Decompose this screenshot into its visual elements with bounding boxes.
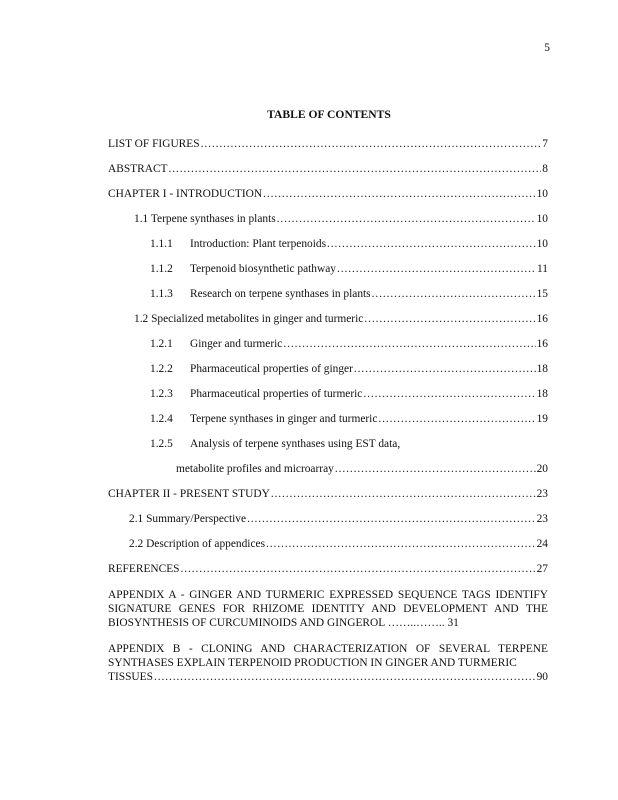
entry-number: 1.2.2 bbox=[150, 363, 173, 375]
dot-leader bbox=[266, 538, 536, 550]
dot-leader bbox=[337, 263, 536, 275]
entry-page: 11 bbox=[537, 263, 548, 275]
entry-number: 1.2.1 bbox=[150, 338, 173, 350]
appendix-b-page: 90 bbox=[536, 671, 548, 684]
toc-entry-section-1-2-4[interactable] bbox=[150, 413, 548, 425]
dot-leader bbox=[169, 163, 542, 175]
entry-text: 1.1 Terpene synthases in plants bbox=[134, 213, 276, 225]
entry-text: Research on terpene synthases in plants bbox=[190, 288, 371, 300]
toc-entry-references[interactable] bbox=[108, 563, 548, 575]
page-number: 5 bbox=[544, 42, 550, 54]
entry-page: 10 bbox=[536, 238, 548, 250]
entry-number: 1.1.3 bbox=[150, 288, 173, 300]
entry-page: 16 bbox=[536, 338, 548, 350]
toc-entry-section-1-2-5-continued[interactable] bbox=[176, 463, 548, 475]
entry-page: 7 bbox=[542, 138, 548, 150]
toc-entry-section-1-1-1[interactable] bbox=[150, 238, 548, 250]
entry-page: 18 bbox=[536, 388, 548, 400]
dot-leader bbox=[335, 463, 536, 475]
entry-number: 1.2.5 bbox=[150, 438, 173, 450]
entry-text: 2.1 Summary/Perspective bbox=[129, 513, 247, 525]
toc-entry-appendix-b[interactable] bbox=[108, 642, 548, 685]
entry-text: Pharmaceutical properties of ginger bbox=[190, 363, 353, 375]
toc-entry-chapter-1[interactable] bbox=[108, 188, 548, 200]
appendix-a-text: APPENDIX A - GINGER AND TURMERIC EXPRESSED SEQUENCE TAGS IDENTIFY SIGNATURE GENES FOR RHIZOME IDENTITY AND DEVELOPMENT AND THE BIOSYNTHESIS OF CURCUMINOIDS AND GINGEROL bbox=[108, 589, 548, 630]
entry-text: REFERENCES bbox=[108, 563, 180, 575]
entry-page: 18 bbox=[536, 363, 548, 375]
toc-entry-section-2-1[interactable] bbox=[129, 513, 548, 525]
dot-leader bbox=[247, 513, 536, 525]
entry-page: 20 bbox=[536, 463, 548, 475]
entry-text: 1.2 Specialized metabolites in ginger and turmeric bbox=[134, 313, 364, 325]
entry-number: 1.1.1 bbox=[150, 238, 173, 250]
dot-leader bbox=[277, 213, 536, 225]
entry-page: 27 bbox=[536, 563, 548, 575]
entry-number: 1.1.2 bbox=[150, 263, 173, 275]
entry-page: 23 bbox=[536, 488, 548, 500]
dot-leader bbox=[378, 413, 535, 425]
toc-entry-section-1-2-3[interactable] bbox=[150, 388, 548, 400]
toc-entry-section-1-1-3[interactable] bbox=[150, 288, 548, 300]
entry-text: CHAPTER II - PRESENT STUDY bbox=[108, 488, 270, 500]
toc-entry-section-2-2[interactable] bbox=[129, 538, 548, 550]
entry-text: Ginger and turmeric bbox=[190, 338, 283, 350]
entry-text: ABSTRACT bbox=[108, 163, 168, 175]
entry-text: 2.2 Description of appendices bbox=[129, 538, 266, 550]
dot-leader bbox=[154, 670, 536, 684]
dot-leader bbox=[363, 388, 535, 400]
entry-page: 23 bbox=[536, 513, 548, 525]
toc-entry-section-1-1[interactable] bbox=[134, 213, 548, 225]
dot-leader bbox=[372, 288, 536, 300]
dot-leader: ……..…….. bbox=[387, 617, 448, 630]
entry-text: Introduction: Plant terpenoids bbox=[190, 238, 327, 250]
dot-leader bbox=[283, 338, 535, 350]
entry-text: Pharmaceutical properties of turmeric bbox=[190, 388, 363, 400]
entry-page: 10 bbox=[536, 213, 548, 225]
entry-number: 1.2.4 bbox=[150, 413, 173, 425]
toc-entry-section-1-2-2[interactable] bbox=[150, 363, 548, 375]
appendix-b-last-line bbox=[108, 670, 548, 684]
entry-page: 10 bbox=[536, 188, 548, 200]
dot-leader bbox=[327, 238, 536, 250]
entry-number: 1.2.3 bbox=[150, 388, 173, 400]
toc-entry-section-1-2-1[interactable] bbox=[150, 338, 548, 350]
entry-page: 15 bbox=[536, 288, 548, 300]
dot-leader bbox=[201, 138, 542, 150]
entry-text: LIST OF FIGURES bbox=[108, 138, 200, 150]
appendix-b-text: APPENDIX B - CLONING AND CHARACTERIZATION OF SEVERAL TERPENE SYNTHASES EXPLAIN TERPENOID PRODUCTION IN GINGER AND TURMERIC bbox=[108, 643, 548, 670]
entry-page: 19 bbox=[536, 413, 548, 425]
entry-page: 24 bbox=[536, 538, 548, 550]
toc-entry-section-1-1-2[interactable] bbox=[150, 263, 548, 275]
entry-text: CHAPTER I - INTRODUCTION bbox=[108, 188, 263, 200]
toc-entry-list-of-figures[interactable] bbox=[108, 138, 548, 150]
dot-leader bbox=[263, 188, 536, 200]
dot-leader bbox=[271, 488, 536, 500]
entry-text: Terpenoid biosynthetic pathway bbox=[190, 263, 336, 275]
entry-text: metabolite profiles and microarray bbox=[176, 463, 334, 475]
appendix-a-page: 31 bbox=[447, 617, 459, 630]
page-title: TABLE OF CONTENTS bbox=[267, 108, 391, 121]
dot-leader bbox=[364, 313, 535, 325]
entry-page: 16 bbox=[536, 313, 548, 325]
toc-entry-appendix-a[interactable] bbox=[108, 588, 548, 631]
dot-leader bbox=[354, 363, 536, 375]
entry-text: Analysis of terpene synthases using EST data, bbox=[190, 438, 401, 450]
appendix-b-last-word: TISSUES bbox=[108, 671, 153, 684]
entry-text: Terpene synthases in ginger and turmeric bbox=[190, 413, 378, 425]
toc-entry-section-1-2[interactable] bbox=[134, 313, 548, 325]
entry-page: 8 bbox=[542, 163, 548, 175]
toc-entry-section-1-2-5[interactable] bbox=[150, 438, 548, 450]
dot-leader bbox=[181, 563, 536, 575]
toc-entry-abstract[interactable] bbox=[108, 163, 548, 175]
toc-entry-chapter-2[interactable] bbox=[108, 488, 548, 500]
